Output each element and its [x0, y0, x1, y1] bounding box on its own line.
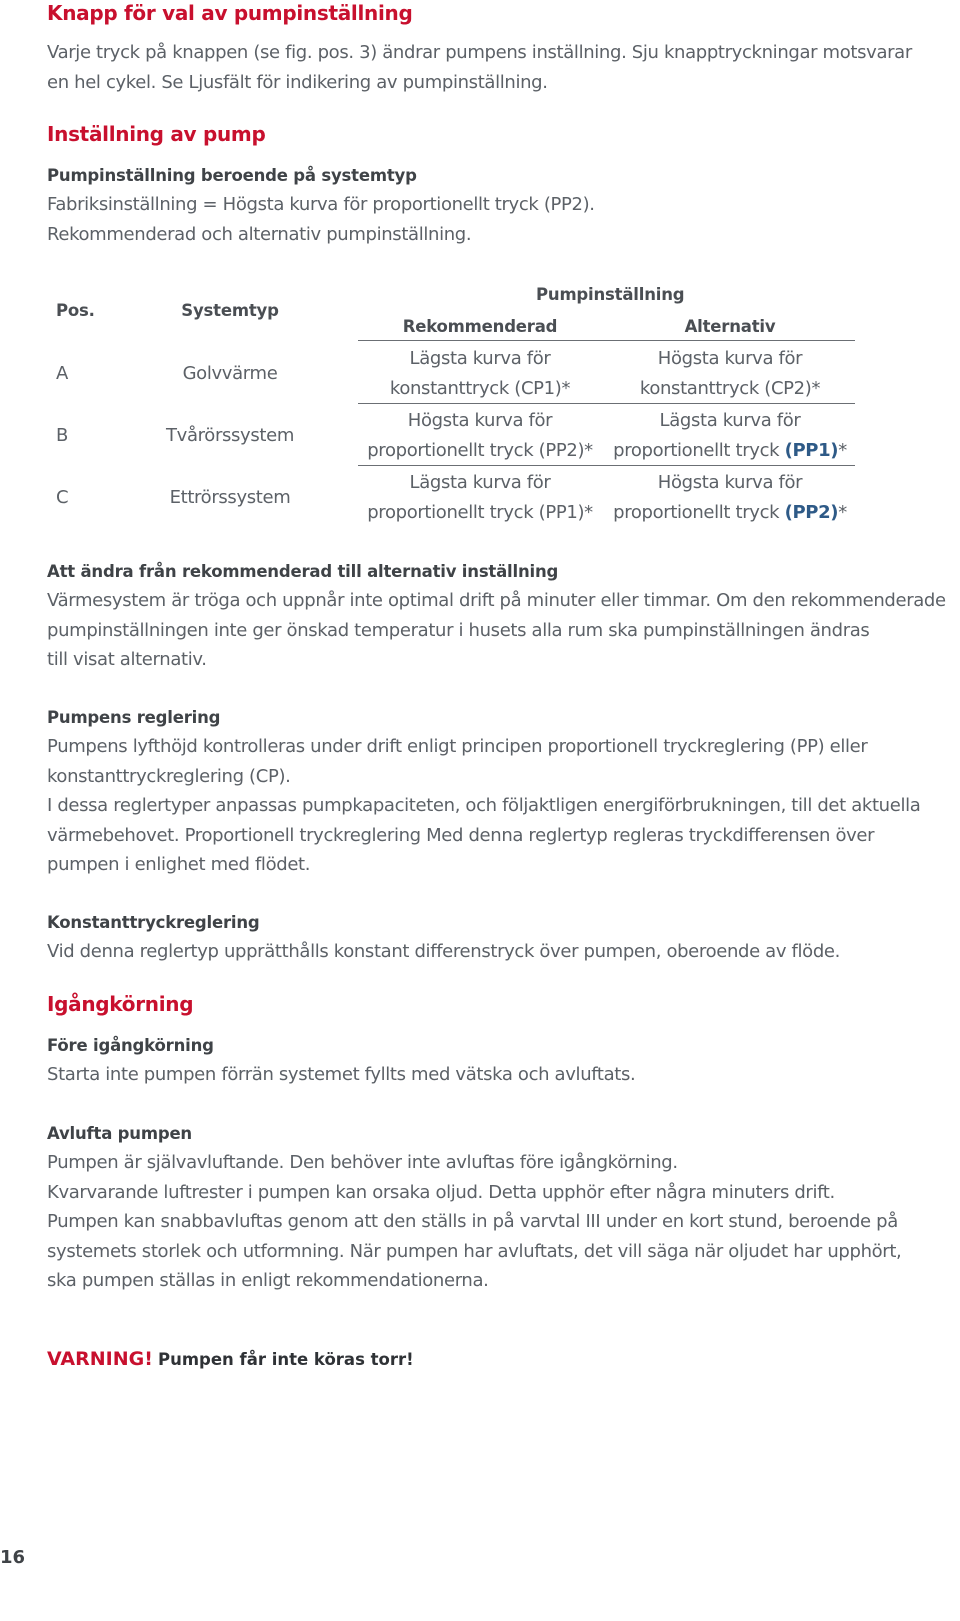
avlufta-body-line: systemets storlek och utformning. När pumpen har avluftats, det vill säga när oljudet har upphört,	[47, 1240, 902, 1262]
warning-label: VARNING!	[47, 1348, 153, 1370]
cell-text: *	[838, 439, 847, 461]
table-cell-rekommenderad	[360, 468, 600, 527]
installning-body-line: Fabriksinställning = Högsta kurva för proportionellt tryck (PP2).	[47, 194, 595, 215]
installning-body	[47, 190, 595, 249]
konstant-body-line: Vid denna reglertyp upprätthålls konstant differenstryck över pumpen, oberoende av flöde.	[47, 941, 841, 962]
cell-line	[610, 436, 850, 466]
installning-subheading: Pumpinställning beroende på systemtyp	[47, 166, 417, 185]
konstant-heading: Konstanttryckreglering	[47, 913, 260, 932]
cell-text: konstanttryck (CP2)*	[639, 377, 821, 399]
reglering-body	[47, 732, 920, 880]
knapp-body	[47, 38, 912, 97]
andra-body-line: pumpinställningen inte ger önskad temperatur i husets alla rum ska pumpinställningen ändras	[47, 619, 870, 641]
table-cell-pos: B	[56, 425, 68, 446]
reglering-heading: Pumpens reglering	[47, 708, 221, 727]
avlufta-body-line: ska pumpen ställas in enligt rekommendationerna.	[47, 1270, 489, 1291]
cell-line: Lägsta kurva för	[409, 348, 551, 369]
reglering-body-line: värmebehovet. Proportionell tryckreglering Med denna reglertyp regleras tryckdifferensen över	[47, 824, 875, 846]
reglering-body-line: konstanttryckreglering (CP).	[47, 765, 291, 787]
warning-text: Pumpen får inte köras torr!	[157, 1350, 414, 1369]
avlufta-body	[47, 1148, 901, 1296]
cell-text-emphasis: (PP2)	[784, 501, 839, 523]
table-rule	[358, 403, 855, 404]
cell-line: Högsta kurva för	[657, 472, 803, 493]
table-cell-systemtyp: Golvvärme	[182, 363, 278, 384]
installning-body-line: Rekommenderad och alternativ pumpinställning.	[47, 223, 472, 245]
igang-heading: Igångkörning	[47, 992, 194, 1016]
table-header-systemtyp: Systemtyp	[181, 301, 279, 320]
table-cell-alternativ	[610, 344, 850, 403]
cell-text: *	[838, 501, 847, 523]
avlufta-body-line: Pumpen kan snabbavluftas genom att den ställs in på varvtal III under en kort stund, beroende på	[47, 1211, 898, 1232]
cell-line: Lägsta kurva för	[409, 472, 551, 493]
avlufta-heading: Avlufta pumpen	[47, 1124, 192, 1143]
cell-line: Högsta kurva för	[407, 410, 553, 431]
table-cell-pos: A	[56, 363, 68, 384]
andra-body-line: Värmesystem är tröga och uppnår inte optimal drift på minuter eller timmar. Om den rekommenderade	[47, 590, 946, 611]
installning-heading: Inställning av pump	[47, 122, 266, 146]
konstant-body	[47, 937, 840, 967]
cell-line	[610, 498, 850, 528]
table-cell-rekommenderad	[360, 344, 600, 403]
table-header-alternativ: Alternativ	[684, 317, 776, 336]
table-header-pos: Pos.	[56, 301, 95, 320]
reglering-body-line: pumpen i enlighet med flödet.	[47, 854, 311, 875]
avlufta-body-line: Kvarvarande luftrester i pumpen kan orsaka oljud. Detta upphör efter några minuters drift.	[47, 1181, 835, 1203]
table-cell-rekommenderad	[360, 406, 600, 465]
table-cell-systemtyp: Tvårörssystem	[166, 425, 294, 446]
cell-line: proportionellt tryck (PP1)*	[367, 501, 593, 523]
knapp-body-line: Varje tryck på knappen (se fig. pos. 3) ändrar pumpens inställning. Sju knapptryckningar motsvarar	[47, 42, 912, 63]
table-cell-alternativ	[610, 468, 850, 527]
fore-igang-body	[47, 1060, 635, 1090]
cell-line: Lägsta kurva för	[659, 410, 801, 431]
cell-text: proportionellt tryck	[613, 501, 785, 523]
table-cell-systemtyp: Ettrörssystem	[169, 487, 291, 508]
page-number: 16	[0, 1547, 26, 1568]
knapp-heading: Knapp för val av pumpinställning	[47, 1, 413, 25]
cell-text-emphasis: (PP1)	[784, 439, 839, 461]
avlufta-body-line: Pumpen är självavluftande. Den behöver inte avluftas före igångkörning.	[47, 1152, 678, 1173]
cell-line: Högsta kurva för	[657, 348, 803, 369]
fore-igang-body-line: Starta inte pumpen förrän systemet fyllts med vätska och avluftats.	[47, 1064, 636, 1085]
table-cell-alternativ	[610, 406, 850, 465]
table-header-rekommenderad: Rekommenderad	[402, 317, 558, 336]
cell-text: proportionellt tryck	[613, 439, 785, 461]
table-rule	[358, 465, 855, 466]
andra-body	[47, 586, 946, 675]
andra-heading: Att ändra från rekommenderad till alternativ inställning	[47, 562, 559, 581]
fore-igang-heading: Före igångkörning	[47, 1036, 214, 1055]
knapp-body-line: en hel cykel. Se Ljusfält för indikering av pumpinställning.	[47, 71, 548, 93]
table-cell-pos: C	[56, 487, 69, 508]
warning-callout	[47, 1348, 414, 1370]
table-rule	[358, 340, 855, 341]
cell-line: proportionellt tryck (PP2)*	[367, 439, 593, 461]
cell-line	[610, 374, 850, 404]
reglering-body-line: I dessa reglertyper anpassas pumpkapaciteten, och följaktligen energiförbrukningen, till det aktuella	[47, 795, 921, 816]
reglering-body-line: Pumpens lyfthöjd kontrolleras under drift enligt principen proportionell tryckreglering (PP) eller	[47, 736, 868, 757]
cell-line: konstanttryck (CP1)*	[389, 377, 571, 399]
table-header-group: Pumpinställning	[536, 285, 685, 304]
andra-body-line: till visat alternativ.	[47, 649, 207, 670]
